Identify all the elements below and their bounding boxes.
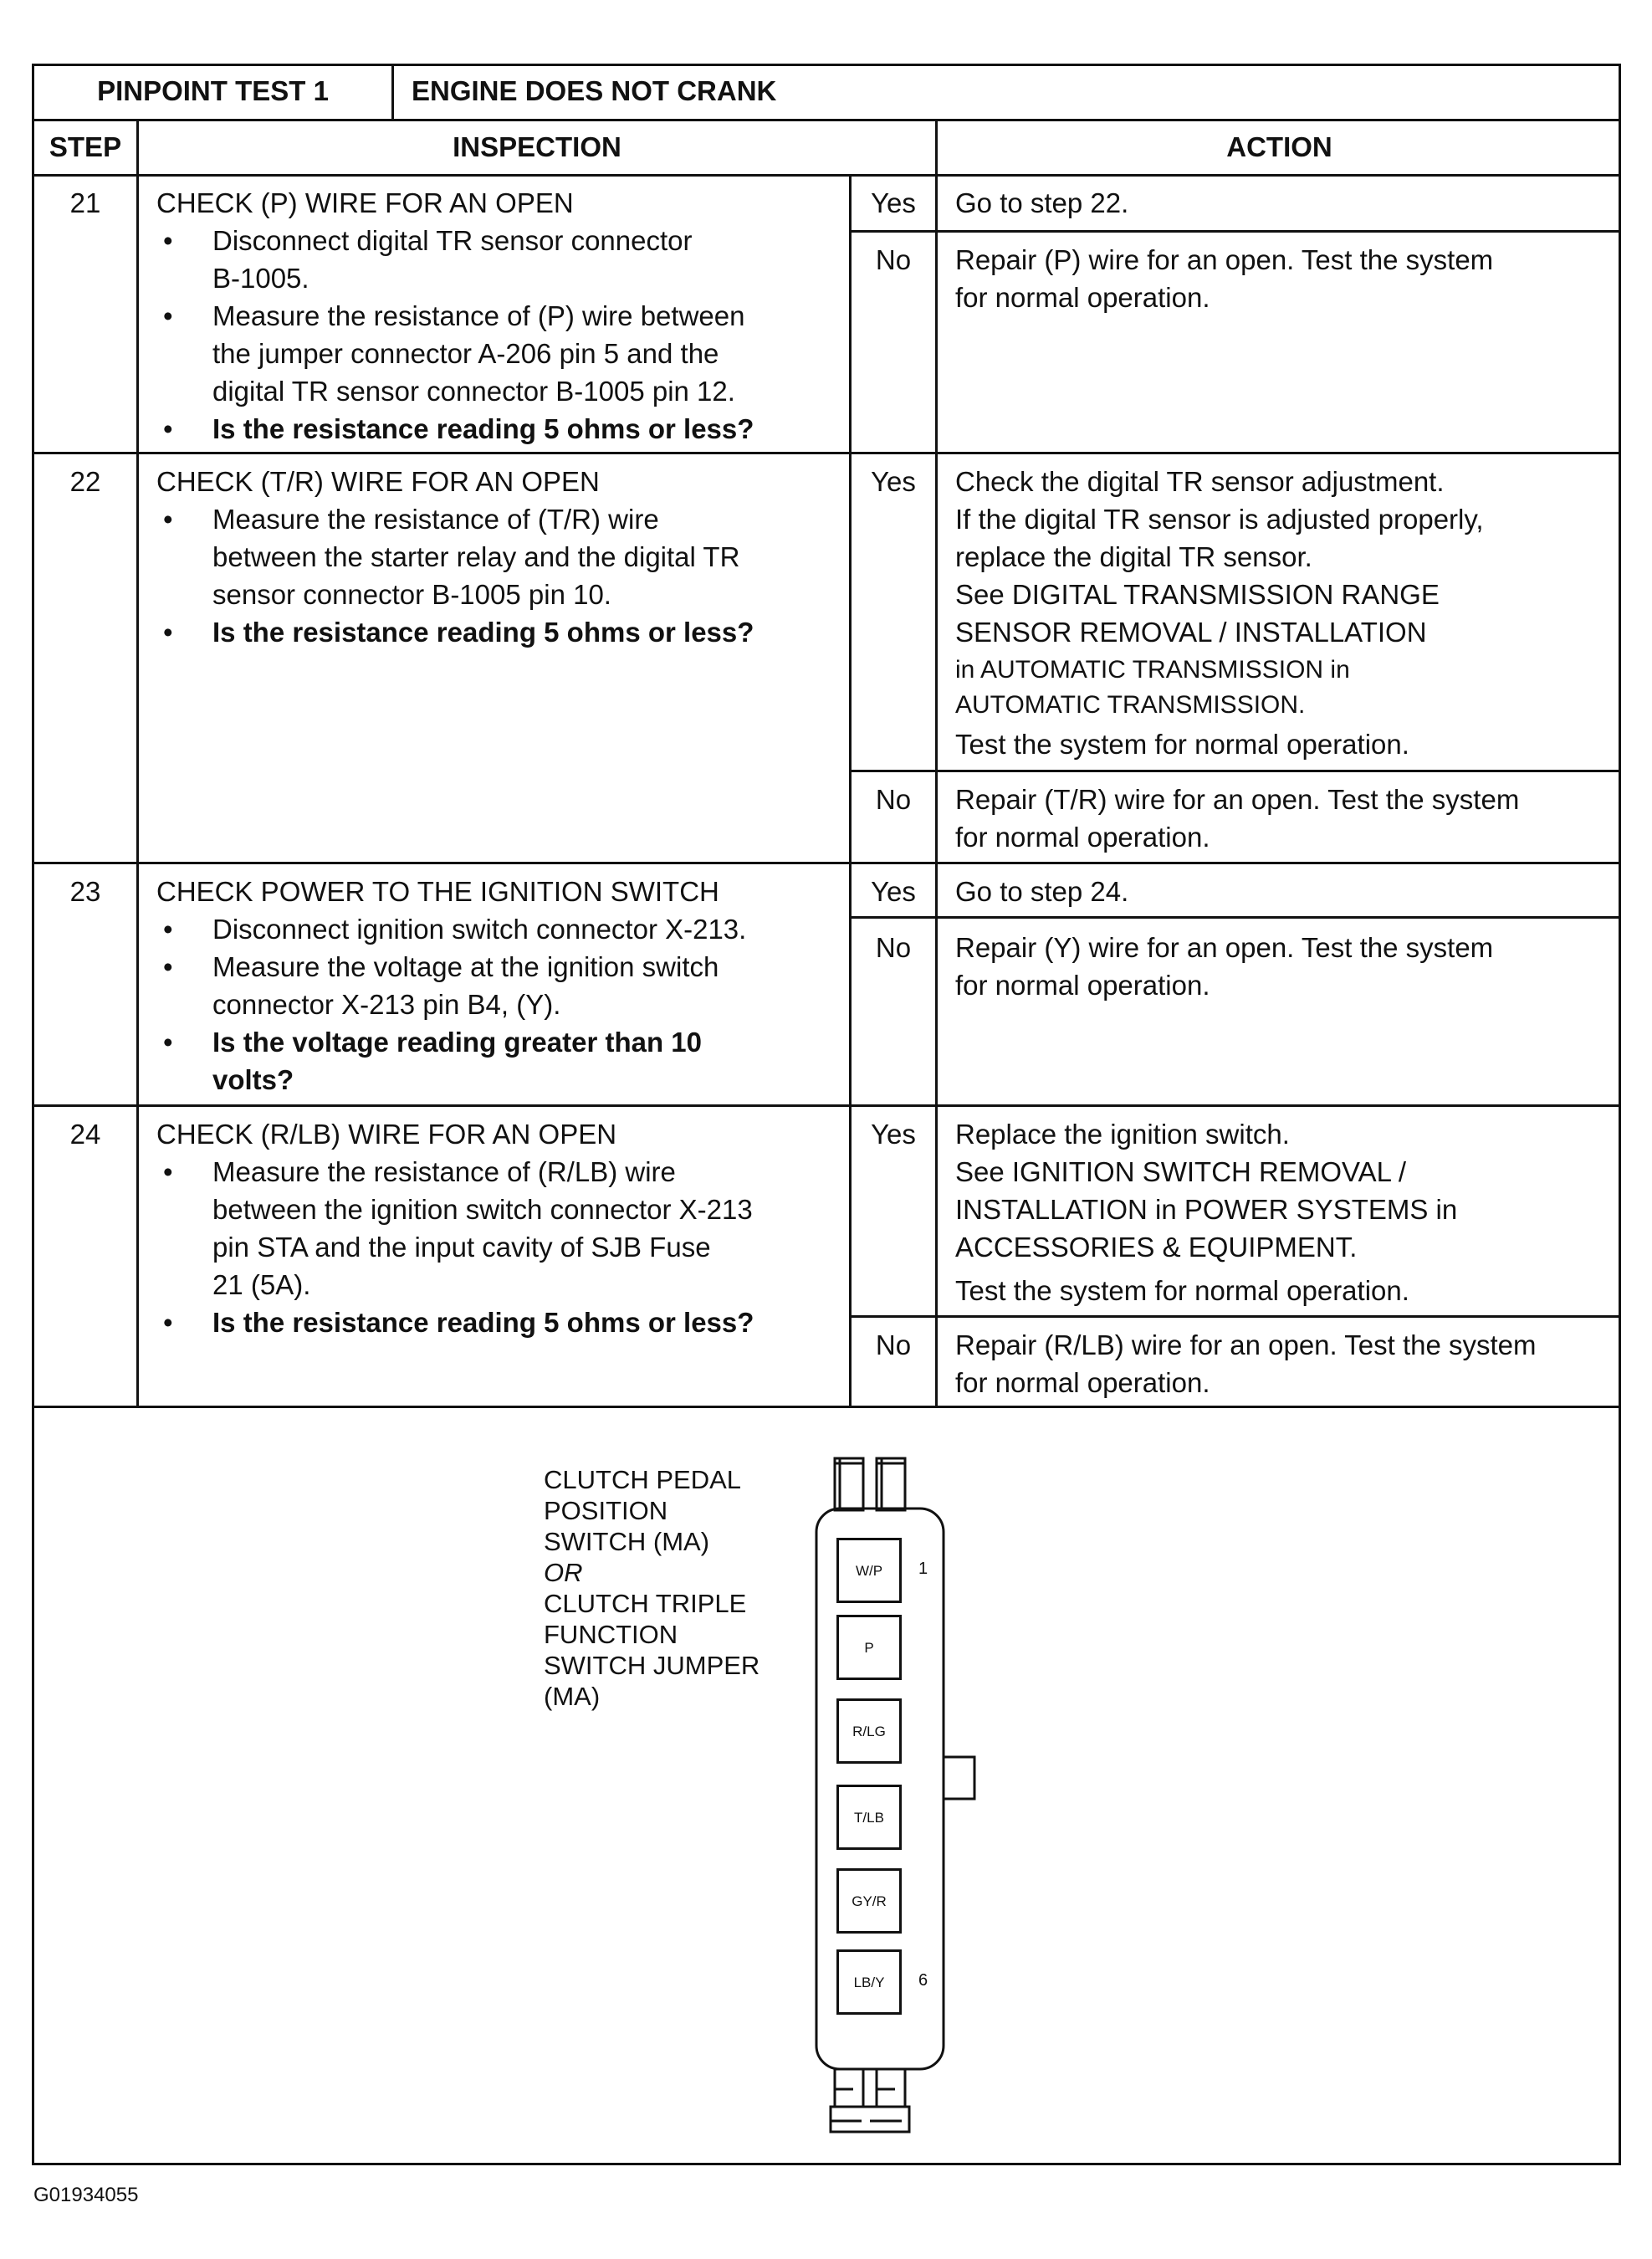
connector-label: SWITCH JUMPER — [544, 1651, 760, 1680]
yes-action-line: ACCESSORIES & EQUIPMENT. — [955, 1232, 1358, 1263]
inspection-line: sensor connector B-1005 pin 10. — [212, 579, 611, 610]
no-label: No — [875, 244, 912, 275]
pin-number-last: 6 — [918, 1971, 928, 1990]
yes-action-line: If the digital TR sensor is adjusted properly, — [955, 504, 1484, 535]
yes-action-line: See DIGITAL TRANSMISSION RANGE — [955, 579, 1440, 610]
connector-label: (MA) — [544, 1682, 601, 1711]
step-title: CHECK POWER TO THE IGNITION SWITCH — [156, 876, 719, 907]
no-label: No — [875, 932, 912, 963]
bullet-icon: • — [163, 914, 173, 945]
yes-label: Yes — [871, 876, 916, 907]
step-title: CHECK (T/R) WIRE FOR AN OPEN — [156, 466, 600, 497]
step-23-divider — [32, 1104, 1621, 1107]
inspection-line: between the ignition switch connector X-213 — [212, 1194, 753, 1225]
inspection-question: Is the resistance reading 5 ohms or less? — [212, 413, 754, 444]
inspection-question: volts? — [212, 1064, 294, 1095]
bullet-icon: • — [163, 617, 173, 648]
step-number: 23 — [69, 876, 101, 907]
no-label: No — [875, 784, 912, 815]
step-title: CHECK (P) WIRE FOR AN OPEN — [156, 187, 574, 218]
inspection-line: Measure the resistance of (T/R) wire — [212, 504, 659, 535]
no-action-line: for normal operation. — [955, 970, 1210, 1001]
step-24-divider — [32, 1406, 1621, 1408]
step-title: CHECK (R/LB) WIRE FOR AN OPEN — [156, 1119, 617, 1150]
inspection-line: 21 (5A). — [212, 1269, 311, 1300]
pin-label: LB/Y — [853, 1975, 885, 1990]
column-step: STEP — [49, 131, 122, 162]
yes-label: Yes — [871, 1119, 916, 1150]
column-inspection: INSPECTION — [453, 131, 621, 162]
yes-action-line: Test the system for normal operation. — [955, 1275, 1409, 1306]
inspection-line: Disconnect digital TR sensor connector — [212, 225, 693, 256]
figure-id-caption: G01934055 — [33, 2184, 139, 2206]
no-action-line: for normal operation. — [955, 1367, 1210, 1398]
step-21-divider — [32, 452, 1621, 454]
yes-action-line: Replace the ignition switch. — [955, 1119, 1290, 1150]
bullet-icon: • — [163, 1307, 173, 1338]
bullet-icon: • — [163, 413, 173, 444]
step-22-divider — [32, 862, 1621, 864]
bullet-icon: • — [163, 225, 173, 256]
pin-number-first: 1 — [918, 1560, 928, 1578]
pin-label: R/LG — [852, 1724, 886, 1739]
inspection-line: digital TR sensor connector B-1005 pin 12. — [212, 376, 735, 407]
connector-label: OR — [544, 1558, 583, 1587]
yes-action-line: Go to step 24. — [955, 876, 1129, 907]
connector-label: CLUTCH PEDAL — [544, 1465, 741, 1494]
yes-action-line: Check the digital TR sensor adjustment. — [955, 466, 1445, 497]
yes-no-divider-24 — [849, 1315, 1621, 1318]
yes-action-line: SENSOR REMOVAL / INSTALLATION — [955, 617, 1427, 648]
yes-label: Yes — [871, 466, 916, 497]
yes-no-divider-23 — [849, 916, 1621, 919]
pin-label: W/P — [855, 1563, 883, 1579]
inspection-line: pin STA and the input cavity of SJB Fuse — [212, 1232, 711, 1263]
bullet-icon: • — [163, 1027, 173, 1058]
inspection-line: between the starter relay and the digital TR — [212, 541, 740, 572]
inspection-line: the jumper connector A-206 pin 5 and the — [212, 338, 719, 369]
test-title: ENGINE DOES NOT CRANK — [412, 75, 777, 106]
bullet-icon: • — [163, 1156, 173, 1187]
inspection-question: Is the resistance reading 5 ohms or less? — [212, 617, 754, 648]
inspection-question: Is the resistance reading 5 ohms or less? — [212, 1307, 754, 1338]
bullet-icon: • — [163, 951, 173, 982]
connector-label: CLUTCH TRIPLE — [544, 1589, 747, 1618]
no-action-line: Repair (P) wire for an open. Test the system — [955, 244, 1494, 275]
action-col-divider — [935, 119, 938, 1406]
no-label: No — [875, 1329, 912, 1360]
connector-label: POSITION — [544, 1496, 668, 1525]
bullet-icon: • — [163, 300, 173, 331]
yes-action-line: AUTOMATIC TRANSMISSION. — [955, 691, 1306, 719]
inspection-line: Disconnect ignition switch connector X-213. — [212, 914, 747, 945]
yes-action-line: Test the system for normal operation. — [955, 729, 1409, 760]
step-col-divider — [136, 119, 139, 1406]
pin-label: P — [864, 1640, 874, 1656]
yes-action-line: in AUTOMATIC TRANSMISSION in — [955, 656, 1350, 684]
yes-action-line: INSTALLATION in POWER SYSTEMS in — [955, 1194, 1458, 1225]
inspection-line: B-1005. — [212, 263, 309, 294]
yes-label: Yes — [871, 187, 916, 218]
pin-label: T/LB — [854, 1810, 884, 1826]
step-number: 22 — [69, 466, 101, 497]
yes-no-divider-21 — [849, 230, 1621, 233]
step-number: 21 — [69, 187, 101, 218]
step-number: 24 — [69, 1119, 101, 1150]
connector-label: FUNCTION — [544, 1620, 678, 1649]
column-action: ACTION — [1226, 131, 1332, 162]
inspection-line: Measure the resistance of (P) wire between — [212, 300, 745, 331]
header-col-divider — [391, 64, 394, 119]
yes-action-line: See IGNITION SWITCH REMOVAL / — [955, 1156, 1407, 1187]
column-header-divider — [32, 174, 1621, 177]
bullet-icon: • — [163, 504, 173, 535]
yes-action-line: replace the digital TR sensor. — [955, 541, 1312, 572]
inspection-question: Is the voltage reading greater than 10 — [212, 1027, 703, 1058]
no-action-line: Repair (Y) wire for an open. Test the system — [955, 932, 1494, 963]
inspection-line: connector X-213 pin B4, (Y). — [212, 989, 561, 1020]
no-action-line: Repair (R/LB) wire for an open. Test the system — [955, 1329, 1537, 1360]
yes-no-divider-22 — [849, 770, 1621, 772]
header-divider — [32, 119, 1621, 121]
no-action-line: for normal operation. — [955, 822, 1210, 853]
inspection-line: Measure the resistance of (R/LB) wire — [212, 1156, 676, 1187]
inspection-line: Measure the voltage at the ignition switch — [212, 951, 719, 982]
test-label: PINPOINT TEST 1 — [97, 75, 329, 106]
pin-label: GY/R — [852, 1893, 887, 1909]
yes-action-line: Go to step 22. — [955, 187, 1129, 218]
connector-label: SWITCH (MA) — [544, 1527, 710, 1556]
no-action-line: Repair (T/R) wire for an open. Test the system — [955, 784, 1520, 815]
no-action-line: for normal operation. — [955, 282, 1210, 313]
